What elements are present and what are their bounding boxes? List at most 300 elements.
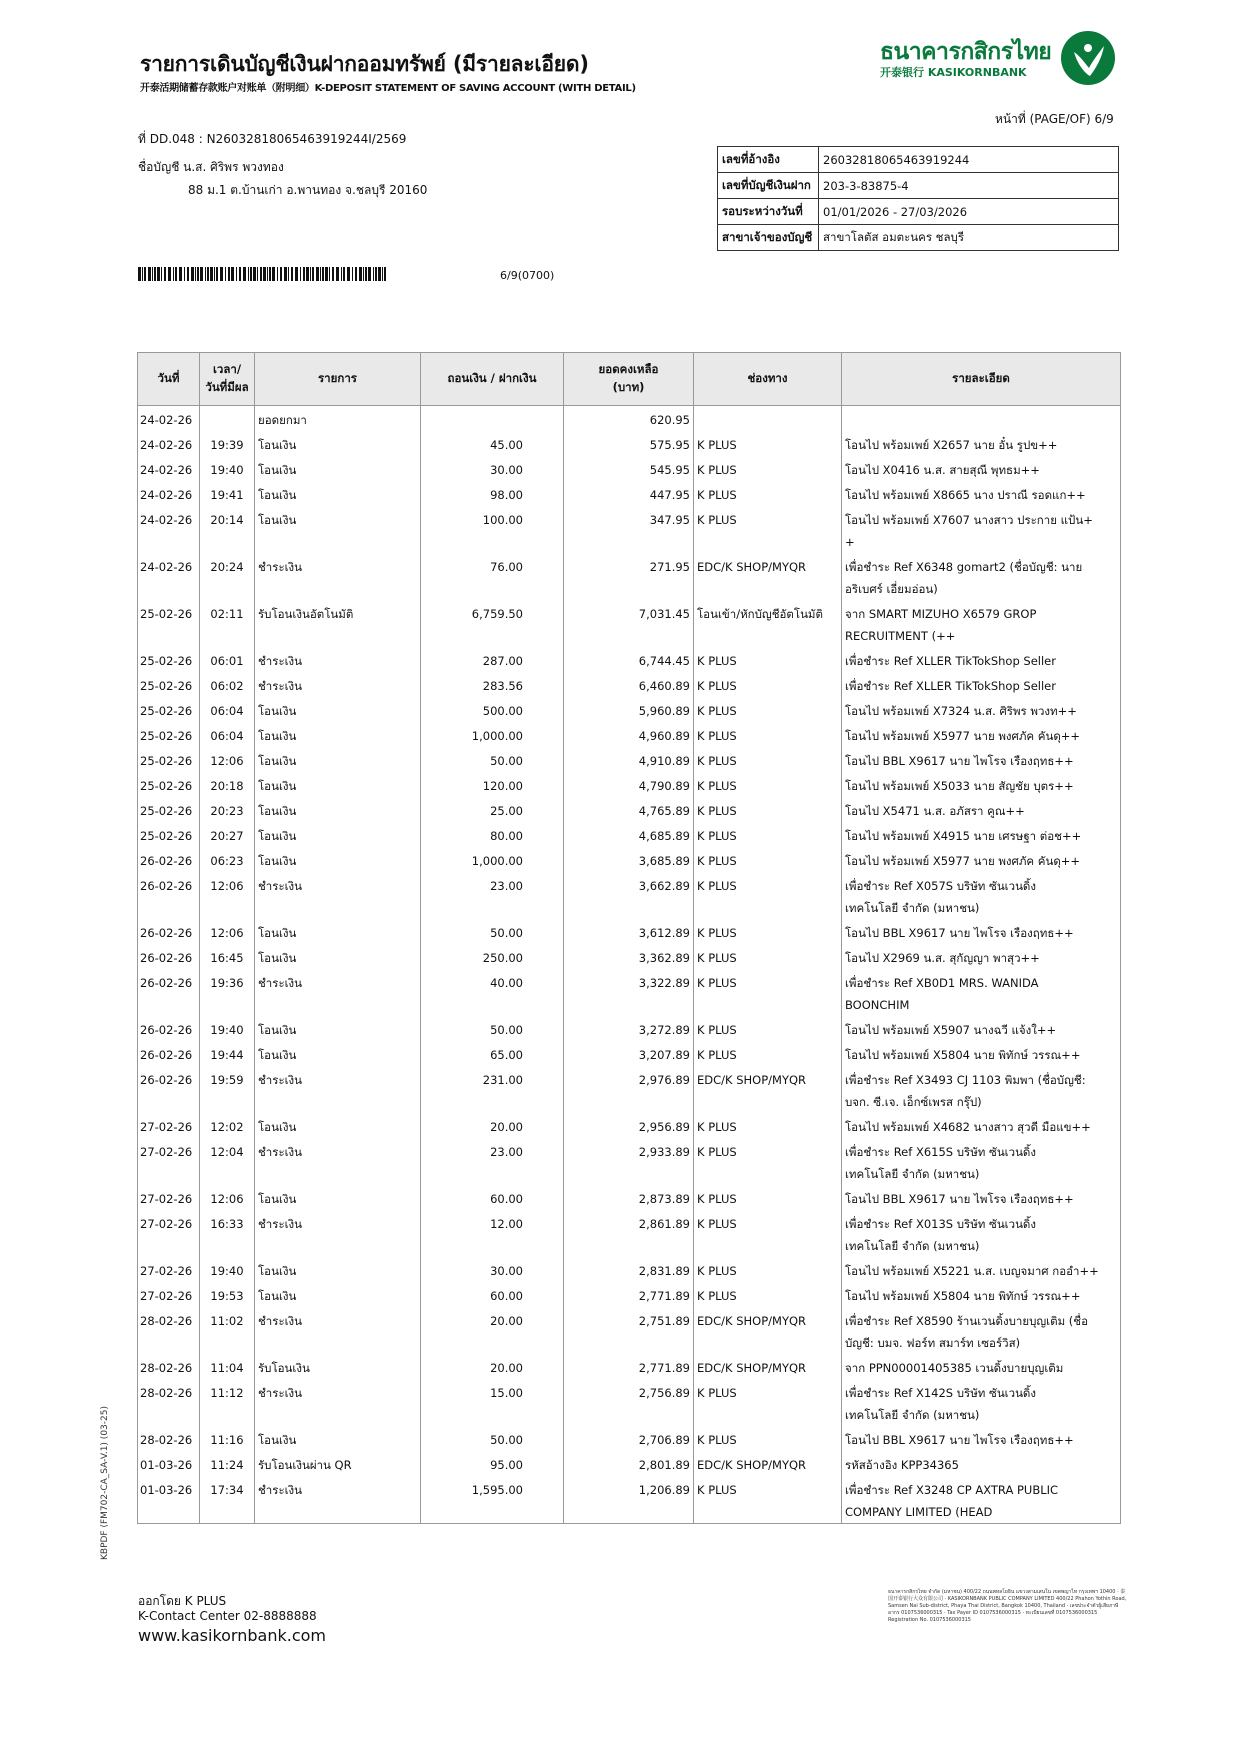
- cell-balance: 6,744.45: [564, 647, 694, 672]
- issued-by: ออกโดย K PLUS: [138, 1594, 227, 1608]
- cell-channel: EDC/K SHOP/MYQR: [694, 1354, 842, 1379]
- table-row: [138, 1379, 1121, 1426]
- cell-item: โอนเงิน: [255, 481, 421, 506]
- cell-amount: 20.00: [421, 1113, 564, 1138]
- cell-detail: จาก SMART MIZUHO X6579 GROP RECRUITMENT (++: [842, 600, 1121, 647]
- cell-date: 27-02-26: [138, 1210, 200, 1257]
- cell-detail: รหัสอ้างอิง KPP34365: [842, 1451, 1121, 1476]
- table-row: [138, 647, 1121, 672]
- cell-detail: เพื่อชำระ Ref X013S บริษัท ซันเวนดิ้ง เทคโนโลยี จำกัด (มหาชน): [842, 1210, 1121, 1257]
- cell-balance: 545.95: [564, 456, 694, 481]
- table-row: [138, 1016, 1121, 1041]
- bank-name-thai: ธนาคารกสิกรไทย: [880, 39, 1052, 65]
- cell-date: 24-02-26: [138, 456, 200, 481]
- cell-balance: 2,771.89: [564, 1282, 694, 1307]
- table-row: [138, 1210, 1121, 1257]
- cell-time: 12:06: [200, 872, 255, 919]
- cell-date: 27-02-26: [138, 1185, 200, 1210]
- cell-channel: K PLUS: [694, 1138, 842, 1185]
- kasikornbank-logo-icon: [1060, 30, 1116, 86]
- cell-detail: โอนไป X2969 น.ส. สุกัญญา พาสุว++: [842, 944, 1121, 969]
- cell-time: 20:24: [200, 553, 255, 600]
- cell-balance: 347.95: [564, 506, 694, 553]
- cell-time: 16:33: [200, 1210, 255, 1257]
- cell-detail: โอนไป พร้อมเพย์ X5907 นางฉวี แจ้งใ++: [842, 1016, 1121, 1041]
- branch-label: สาขาเจ้าของบัญชี: [718, 225, 819, 251]
- reference-value: 260328180654639192​44: [819, 147, 1119, 173]
- cell-date: 26-02-26: [138, 919, 200, 944]
- cell-channel: K PLUS: [694, 431, 842, 456]
- cell-detail: เพื่อชำระ Ref XB0D1 MRS. WANIDA BOONCHIM: [842, 969, 1121, 1016]
- cell-time: 16:45: [200, 944, 255, 969]
- cell-balance: 3,322.89: [564, 969, 694, 1016]
- cell-balance: 3,207.89: [564, 1041, 694, 1066]
- cell-balance: 4,910.89: [564, 747, 694, 772]
- branch-value: สาขาโลตัส อมตะนคร ชลบุรี: [819, 225, 1119, 251]
- cell-time: 02:11: [200, 600, 255, 647]
- cell-time: 20:14: [200, 506, 255, 553]
- cell-item: รับโอนเงิน: [255, 1354, 421, 1379]
- contact-center: K-Contact Center 02-8888888: [138, 1609, 317, 1623]
- bank-name-english: 开泰银行 KASIKORNBANK: [880, 66, 1027, 79]
- cell-channel: K PLUS: [694, 872, 842, 919]
- bank-website: www.kasikornbank.com: [138, 1626, 326, 1645]
- cell-channel: EDC/K SHOP/MYQR: [694, 1451, 842, 1476]
- cell-balance: 3,662.89: [564, 872, 694, 919]
- statement-title-english: 开泰活期储蓄存款账户对账单（附明细）K-DEPOSIT STATEMENT OF SAVING ACCOUNT (WITH DETAIL): [140, 83, 636, 94]
- cell-balance: 4,790.89: [564, 772, 694, 797]
- cell-item: ชำระเงิน: [255, 1066, 421, 1113]
- table-row: [138, 506, 1121, 553]
- cell-amount: 287.00: [421, 647, 564, 672]
- table-row: [138, 406, 1121, 432]
- cell-detail: เพื่อชำระ Ref X057S บริษัท ซันเวนดิ้ง เทคโนโลยี จำกัด (มหาชน): [842, 872, 1121, 919]
- cell-amount: 50.00: [421, 1426, 564, 1451]
- table-row: [138, 431, 1121, 456]
- cell-detail: เพื่อชำระ Ref X3493 CJ 1103 พิมพา (ชื่อบัญชี: บจก. ซี.เจ. เอ็กซ์เพรส กรุ๊ป): [842, 1066, 1121, 1113]
- cell-amount: 60.00: [421, 1185, 564, 1210]
- cell-time: 19:40: [200, 456, 255, 481]
- cell-detail: โอนไป BBL X9617 นาย ไพโรจ เรืองฤทธ++: [842, 919, 1121, 944]
- cell-balance: 575.95: [564, 431, 694, 456]
- cell-balance: 2,976.89: [564, 1066, 694, 1113]
- cell-date: 25-02-26: [138, 772, 200, 797]
- cell-date: 26-02-26: [138, 1041, 200, 1066]
- cell-detail: โอนไป พร้อมเพย์ X5804 นาย พิทักษ์ วรรณ++: [842, 1041, 1121, 1066]
- cell-detail: เพื่อชำระ Ref XLLER TikTokShop Seller: [842, 647, 1121, 672]
- cell-detail: จาก PPN00001405385 เวนดิ้งบายบุญเติม: [842, 1354, 1121, 1379]
- cell-item: ชำระเงิน: [255, 553, 421, 600]
- table-row: [138, 1257, 1121, 1282]
- table-row: [138, 697, 1121, 722]
- cell-channel: โอนเข้า/หักบัญชีอัตโนมัติ: [694, 600, 842, 647]
- cell-date: 25-02-26: [138, 722, 200, 747]
- cell-item: โอนเงิน: [255, 1041, 421, 1066]
- cell-balance: 2,873.89: [564, 1185, 694, 1210]
- cell-detail: โอนไป BBL X9617 นาย ไพโรจ เรืองฤทธ++: [842, 1185, 1121, 1210]
- cell-date: 25-02-26: [138, 797, 200, 822]
- cell-detail: โอนไป พร้อมเพย์ X5804 นาย พิทักษ์ วรรณ++: [842, 1282, 1121, 1307]
- cell-item: ชำระเงิน: [255, 872, 421, 919]
- cell-balance: 447.95: [564, 481, 694, 506]
- cell-balance: 4,765.89: [564, 797, 694, 822]
- cell-balance: 620.95: [564, 406, 694, 432]
- cell-amount: 231.00: [421, 1066, 564, 1113]
- cell-amount: 60.00: [421, 1282, 564, 1307]
- cell-channel: K PLUS: [694, 1016, 842, 1041]
- cell-channel: K PLUS: [694, 456, 842, 481]
- cell-time: 11:04: [200, 1354, 255, 1379]
- table-row: [138, 1451, 1121, 1476]
- cell-channel: K PLUS: [694, 944, 842, 969]
- cell-amount: 50.00: [421, 919, 564, 944]
- cell-item: โอนเงิน: [255, 1185, 421, 1210]
- cell-amount: 1,000.00: [421, 722, 564, 747]
- cell-item: โอนเงิน: [255, 772, 421, 797]
- cell-item: โอนเงิน: [255, 944, 421, 969]
- cell-time: 06:02: [200, 672, 255, 697]
- cell-detail: โอนไป BBL X9617 นาย ไพโรจ เรืองฤทธ++: [842, 747, 1121, 772]
- cell-time: 11:12: [200, 1379, 255, 1426]
- cell-item: โอนเงิน: [255, 697, 421, 722]
- cell-date: 24-02-26: [138, 506, 200, 553]
- cell-amount: 40.00: [421, 969, 564, 1016]
- cell-time: 12:06: [200, 919, 255, 944]
- cell-channel: EDC/K SHOP/MYQR: [694, 553, 842, 600]
- cell-balance: 2,861.89: [564, 1210, 694, 1257]
- cell-detail: เพื่อชำระ Ref X142S บริษัท ซันเวนดิ้ง เทคโนโลยี จำกัด (มหาชน): [842, 1379, 1121, 1426]
- cell-date: 26-02-26: [138, 1016, 200, 1041]
- cell-item: โอนเงิน: [255, 431, 421, 456]
- cell-channel: K PLUS: [694, 722, 842, 747]
- cell-date: 28-02-26: [138, 1426, 200, 1451]
- cell-amount: 30.00: [421, 1257, 564, 1282]
- cell-date: 27-02-26: [138, 1282, 200, 1307]
- cell-balance: 1,206.89: [564, 1476, 694, 1524]
- cell-time: 11:02: [200, 1307, 255, 1354]
- cell-detail: โอนไป X5471 น.ส. อภัสรา คูณ++: [842, 797, 1121, 822]
- cell-channel: K PLUS: [694, 1210, 842, 1257]
- cell-amount: 50.00: [421, 747, 564, 772]
- table-row: [138, 1113, 1121, 1138]
- table-row: [138, 969, 1121, 1016]
- account-holder-name: ชื่อบัญชี น.ส. ศิริพร พวงทอง: [138, 160, 284, 174]
- cell-detail: โอนไป พร้อมเพย์ X8665 นาง ปราณี รอดแก++: [842, 481, 1121, 506]
- cell-channel: K PLUS: [694, 747, 842, 772]
- statement-title-thai: รายการเดินบัญชีเงินฝากออมทรัพย์ (มีรายละเอียด): [140, 52, 589, 76]
- cell-date: 26-02-26: [138, 1066, 200, 1113]
- cell-balance: 2,771.89: [564, 1354, 694, 1379]
- cell-amount: 65.00: [421, 1041, 564, 1066]
- cell-item: ชำระเงิน: [255, 969, 421, 1016]
- cell-amount: [421, 406, 564, 432]
- table-row: [138, 1185, 1121, 1210]
- table-row: [138, 456, 1121, 481]
- bank-address-block: ธนาคารกสิกรไทย จำกัด (มหาชน) 400/22 ถนนพหลโยธิน แขวงสามเสนใน เขตพญาไท กรุงเทพฯ 10400 · 泰国开泰银行大众有限公司 · KASIKORNBANK PUBLIC COMPANY LIMITED 400/22 Phahon Yothin Road, Samsen Nai Sub-district, Phaya Thai District, Bangkok 10400, Thailand · เลขประจำตัวผู้เสียภาษีอากร 0107536000315 · Tax Payer ID 0107536000315 · ทะเบียนเลขที่ 0107536000315 Registration No. 0107536000315: [888, 1589, 1127, 1623]
- cell-time: 20:23: [200, 797, 255, 822]
- cell-date: 27-02-26: [138, 1113, 200, 1138]
- cell-amount: 250.00: [421, 944, 564, 969]
- barcode-code: 6/9(0700): [500, 269, 555, 282]
- table-row: [138, 553, 1121, 600]
- cell-amount: 30.00: [421, 456, 564, 481]
- cell-balance: 2,933.89: [564, 1138, 694, 1185]
- cell-item: โอนเงิน: [255, 797, 421, 822]
- form-code: KBPDF (FM702-CA_SA-V.1) (03-25): [100, 1406, 110, 1560]
- cell-channel: EDC/K SHOP/MYQR: [694, 1066, 842, 1113]
- cell-time: 19:59: [200, 1066, 255, 1113]
- cell-balance: 5,960.89: [564, 697, 694, 722]
- cell-date: 01-03-26: [138, 1476, 200, 1524]
- cell-balance: 2,831.89: [564, 1257, 694, 1282]
- header-amount: ถอนเงิน / ฝากเงิน: [421, 353, 564, 406]
- cell-amount: 500.00: [421, 697, 564, 722]
- cell-time: 19:44: [200, 1041, 255, 1066]
- cell-channel: K PLUS: [694, 1257, 842, 1282]
- table-row: [138, 1282, 1121, 1307]
- table-row: [138, 1476, 1121, 1524]
- cell-balance: 271.95: [564, 553, 694, 600]
- cell-item: ชำระเงิน: [255, 1138, 421, 1185]
- cell-time: 12:06: [200, 1185, 255, 1210]
- cell-balance: 2,706.89: [564, 1426, 694, 1451]
- cell-amount: 120.00: [421, 772, 564, 797]
- cell-amount: 20.00: [421, 1354, 564, 1379]
- cell-item: ชำระเงิน: [255, 1379, 421, 1426]
- cell-item: โอนเงิน: [255, 722, 421, 747]
- cell-item: โอนเงิน: [255, 747, 421, 772]
- cell-item: โอนเงิน: [255, 1426, 421, 1451]
- cell-date: 24-02-26: [138, 431, 200, 456]
- cell-channel: [694, 406, 842, 432]
- cell-channel: K PLUS: [694, 506, 842, 553]
- cell-channel: K PLUS: [694, 822, 842, 847]
- cell-time: 06:04: [200, 697, 255, 722]
- cell-detail: โอนไป พร้อมเพย์ X5977 นาย พงศภัค คันดุ++: [842, 722, 1121, 747]
- cell-channel: K PLUS: [694, 672, 842, 697]
- cell-amount: 1,000.00: [421, 847, 564, 872]
- cell-amount: 23.00: [421, 1138, 564, 1185]
- barcode-icon: [138, 267, 390, 281]
- cell-balance: 3,685.89: [564, 847, 694, 872]
- cell-date: 25-02-26: [138, 822, 200, 847]
- cell-channel: K PLUS: [694, 919, 842, 944]
- cell-detail: โอนไป พร้อมเพย์ X5033 นาย สัญชัย บุตร++: [842, 772, 1121, 797]
- account-number-value: 203-3-83875-4: [819, 173, 1119, 199]
- cell-time: 19:41: [200, 481, 255, 506]
- table-row: [138, 847, 1121, 872]
- cell-time: [200, 406, 255, 432]
- cell-date: 28-02-26: [138, 1354, 200, 1379]
- table-row: [138, 481, 1121, 506]
- cell-date: 26-02-26: [138, 872, 200, 919]
- cell-amount: 76.00: [421, 553, 564, 600]
- cell-item: โอนเงิน: [255, 1282, 421, 1307]
- cell-channel: K PLUS: [694, 1185, 842, 1210]
- cell-date: 24-02-26: [138, 406, 200, 432]
- cell-channel: K PLUS: [694, 969, 842, 1016]
- cell-detail: [842, 406, 1121, 432]
- header-detail: รายละเอียด: [842, 353, 1121, 406]
- reference-label: เลขที่อ้างอิง: [718, 147, 819, 173]
- cell-amount: 95.00: [421, 1451, 564, 1476]
- cell-amount: 25.00: [421, 797, 564, 822]
- table-header-row: [138, 353, 1121, 406]
- cell-date: 26-02-26: [138, 944, 200, 969]
- cell-amount: 15.00: [421, 1379, 564, 1426]
- cell-balance: 3,362.89: [564, 944, 694, 969]
- cell-balance: 4,960.89: [564, 722, 694, 747]
- cell-amount: 98.00: [421, 481, 564, 506]
- cell-time: 19:40: [200, 1257, 255, 1282]
- cell-item: โอนเงิน: [255, 1257, 421, 1282]
- cell-time: 19:53: [200, 1282, 255, 1307]
- cell-time: 12:06: [200, 747, 255, 772]
- cell-detail: โอนไป พร้อมเพย์ X2657 นาย อั๋น รูปข++: [842, 431, 1121, 456]
- cell-date: 24-02-26: [138, 553, 200, 600]
- cell-amount: 50.00: [421, 1016, 564, 1041]
- cell-detail: โอนไป พร้อมเพย์ X5221 น.ส. เบญจมาศ กออำ++: [842, 1257, 1121, 1282]
- cell-date: 25-02-26: [138, 697, 200, 722]
- cell-balance: 4,685.89: [564, 822, 694, 847]
- cell-time: 12:02: [200, 1113, 255, 1138]
- cell-amount: 80.00: [421, 822, 564, 847]
- header-item: รายการ: [255, 353, 421, 406]
- cell-time: 11:24: [200, 1451, 255, 1476]
- cell-detail: โอนไป พร้อมเพย์ X5977 นาย พงศภัค คันดุ++: [842, 847, 1121, 872]
- cell-balance: 3,272.89: [564, 1016, 694, 1041]
- cell-channel: K PLUS: [694, 697, 842, 722]
- account-holder-address: 88 ม.1 ต.บ้านเก่า อ.พานทอง จ.ชลบุรี 20160: [188, 183, 428, 197]
- cell-time: 20:18: [200, 772, 255, 797]
- cell-balance: 3,612.89: [564, 919, 694, 944]
- cell-balance: 2,756.89: [564, 1379, 694, 1426]
- cell-date: 28-02-26: [138, 1307, 200, 1354]
- cell-amount: 1,595.00: [421, 1476, 564, 1524]
- cell-channel: K PLUS: [694, 1041, 842, 1066]
- cell-amount: 283.56: [421, 672, 564, 697]
- cell-detail: เพื่อชำระ Ref XLLER TikTokShop Seller: [842, 672, 1121, 697]
- cell-channel: K PLUS: [694, 1113, 842, 1138]
- cell-item: โอนเงิน: [255, 822, 421, 847]
- table-row: [138, 772, 1121, 797]
- header-balance: ยอดคงเหลือ (บาท): [564, 353, 694, 406]
- table-row: [138, 1426, 1121, 1451]
- cell-time: 20:27: [200, 822, 255, 847]
- cell-item: ชำระเงิน: [255, 1210, 421, 1257]
- cell-item: รับโอนเงินอัตโนมัติ: [255, 600, 421, 647]
- cell-date: 25-02-26: [138, 600, 200, 647]
- cell-date: 01-03-26: [138, 1451, 200, 1476]
- cell-channel: K PLUS: [694, 647, 842, 672]
- table-row: [138, 722, 1121, 747]
- cell-item: โอนเงิน: [255, 919, 421, 944]
- cell-channel: K PLUS: [694, 1379, 842, 1426]
- cell-item: โอนเงิน: [255, 506, 421, 553]
- cell-detail: โอนไป พร้อมเพย์ X4682 นางสาว สุวดี มือแข++: [842, 1113, 1121, 1138]
- cell-date: 24-02-26: [138, 481, 200, 506]
- table-row: [138, 797, 1121, 822]
- cell-amount: 12.00: [421, 1210, 564, 1257]
- cell-amount: 100.00: [421, 506, 564, 553]
- cell-time: 19:40: [200, 1016, 255, 1041]
- cell-date: 26-02-26: [138, 847, 200, 872]
- table-row: [138, 1066, 1121, 1113]
- header-date: วันที่: [138, 353, 200, 406]
- cell-date: 27-02-26: [138, 1138, 200, 1185]
- cell-time: 12:04: [200, 1138, 255, 1185]
- table-row: [138, 1138, 1121, 1185]
- cell-item: ชำระเงิน: [255, 672, 421, 697]
- cell-amount: 45.00: [421, 431, 564, 456]
- header-time: เวลา/ วันที่มีผล: [200, 353, 255, 406]
- cell-channel: K PLUS: [694, 797, 842, 822]
- cell-balance: 2,956.89: [564, 1113, 694, 1138]
- cell-balance: 2,751.89: [564, 1307, 694, 1354]
- cell-time: 19:36: [200, 969, 255, 1016]
- cell-detail: โอนไป X0416 น.ส. สายสุณี พุทธม++: [842, 456, 1121, 481]
- cell-detail: โอนไป พร้อมเพย์ X7324 น.ส. ศิริพร พวงท++: [842, 697, 1121, 722]
- cell-item: โอนเงิน: [255, 1016, 421, 1041]
- cell-detail: เพื่อชำระ Ref X6348 gomart2 (ชื่อบัญชี: นาย อริเบศร์ เอี่ยมอ่อน): [842, 553, 1121, 600]
- cell-time: 17:34: [200, 1476, 255, 1524]
- cell-time: 11:16: [200, 1426, 255, 1451]
- cell-amount: 20.00: [421, 1307, 564, 1354]
- cell-date: 25-02-26: [138, 672, 200, 697]
- cell-channel: K PLUS: [694, 772, 842, 797]
- cell-channel: K PLUS: [694, 1282, 842, 1307]
- table-row: [138, 872, 1121, 919]
- cell-time: 06:23: [200, 847, 255, 872]
- cell-detail: เพื่อชำระ Ref X3248 CP AXTRA PUBLIC COMPANY LIMITED (HEAD: [842, 1476, 1121, 1524]
- cell-balance: 2,801.89: [564, 1451, 694, 1476]
- cell-channel: K PLUS: [694, 481, 842, 506]
- table-row: [138, 1041, 1121, 1066]
- cell-amount: 6,759.50: [421, 600, 564, 647]
- cell-detail: เพื่อชำระ Ref X8590 ร้านเวนดิ้งบายบุญเติม (ชื่อ บัญชี: บมจ. ฟอร์ท สมาร์ท เซอร์วิส): [842, 1307, 1121, 1354]
- cell-detail: โอนไป พร้อมเพย์ X7607 นางสาว ประกาย แป้น+ +: [842, 506, 1121, 553]
- table-row: [138, 600, 1121, 647]
- cell-time: 06:04: [200, 722, 255, 747]
- table-row: [138, 822, 1121, 847]
- cell-detail: เพื่อชำระ Ref X615S บริษัท ซันเวนดิ้ง เทคโนโลยี จำกัด (มหาชน): [842, 1138, 1121, 1185]
- page-number: หน้าที่ (PAGE/OF) 6/9: [995, 112, 1114, 126]
- table-row: [138, 944, 1121, 969]
- cell-date: 25-02-26: [138, 747, 200, 772]
- cell-item: โอนเงิน: [255, 1113, 421, 1138]
- table-row: [138, 747, 1121, 772]
- cell-item: โอนเงิน: [255, 456, 421, 481]
- cell-detail: โอนไป พร้อมเพย์ X4915 นาย เศรษฐา ต่อช++: [842, 822, 1121, 847]
- cell-channel: K PLUS: [694, 1426, 842, 1451]
- header-channel: ช่องทาง: [694, 353, 842, 406]
- cell-item: โอนเงิน: [255, 847, 421, 872]
- cell-item: ชำระเงิน: [255, 1307, 421, 1354]
- table-row: [138, 1307, 1121, 1354]
- cell-item: รับโอนเงินผ่าน QR: [255, 1451, 421, 1476]
- cell-detail: โอนไป BBL X9617 นาย ไพโรจ เรืองฤทธ++: [842, 1426, 1121, 1451]
- cell-channel: EDC/K SHOP/MYQR: [694, 1307, 842, 1354]
- document-number: ที่ DD.048 : N2603281806546391924​4I/2569: [138, 132, 407, 146]
- cell-item: ชำระเงิน: [255, 1476, 421, 1524]
- cell-balance: 6,460.89: [564, 672, 694, 697]
- cell-date: 27-02-26: [138, 1257, 200, 1282]
- transaction-table: [137, 352, 1121, 1524]
- table-row: [138, 672, 1121, 697]
- account-info-table: [717, 146, 1119, 251]
- cell-date: 25-02-26: [138, 647, 200, 672]
- period-value: 01/01/2026 - 27/03/2026: [819, 199, 1119, 225]
